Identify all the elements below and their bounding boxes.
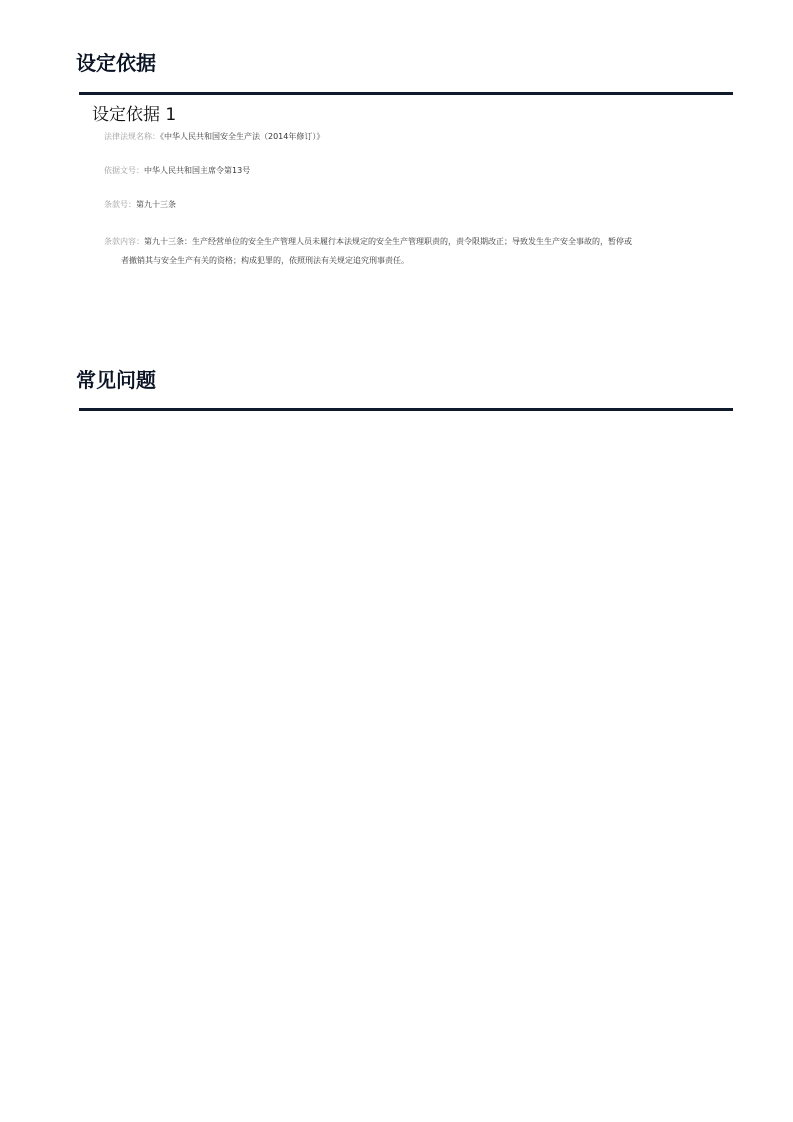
basis-item-heading: 设定依据 1 <box>92 105 177 125</box>
section-divider-basis <box>79 92 733 95</box>
article-content-text-1: 第九十三条：生产经营单位的安全生产管理人员未履行本法规定的安全生产管理职责的，责令限期改正；导致发生生产安全事故的，暂停或 <box>144 237 632 246</box>
doc-no-value: 中华人民共和国主席令第13号 <box>144 166 251 175</box>
article-content-line-1 <box>104 232 694 251</box>
law-name-label: 法律法规名称： <box>104 132 160 141</box>
article-content-line-2: 者撤销其与安全生产有关的资格；构成犯罪的，依照刑法有关规定追究刑事责任。 <box>121 256 409 265</box>
article-no-label: 条款号： <box>104 200 136 209</box>
article-no-value: 第九十三条 <box>136 200 176 209</box>
article-no-field <box>104 199 176 210</box>
law-name-field <box>104 131 324 142</box>
section-title-basis: 设定依据 <box>76 51 156 75</box>
article-content-field <box>104 232 694 270</box>
section-divider-faq <box>79 408 733 411</box>
section-title-faq: 常见问题 <box>76 368 156 392</box>
article-content-label: 条款内容： <box>104 237 144 246</box>
doc-no-label: 依据文号： <box>104 166 144 175</box>
doc-no-field <box>104 165 250 176</box>
law-name-value: 《中华人民共和国安全生产法（2014年修订）》 <box>160 132 325 141</box>
